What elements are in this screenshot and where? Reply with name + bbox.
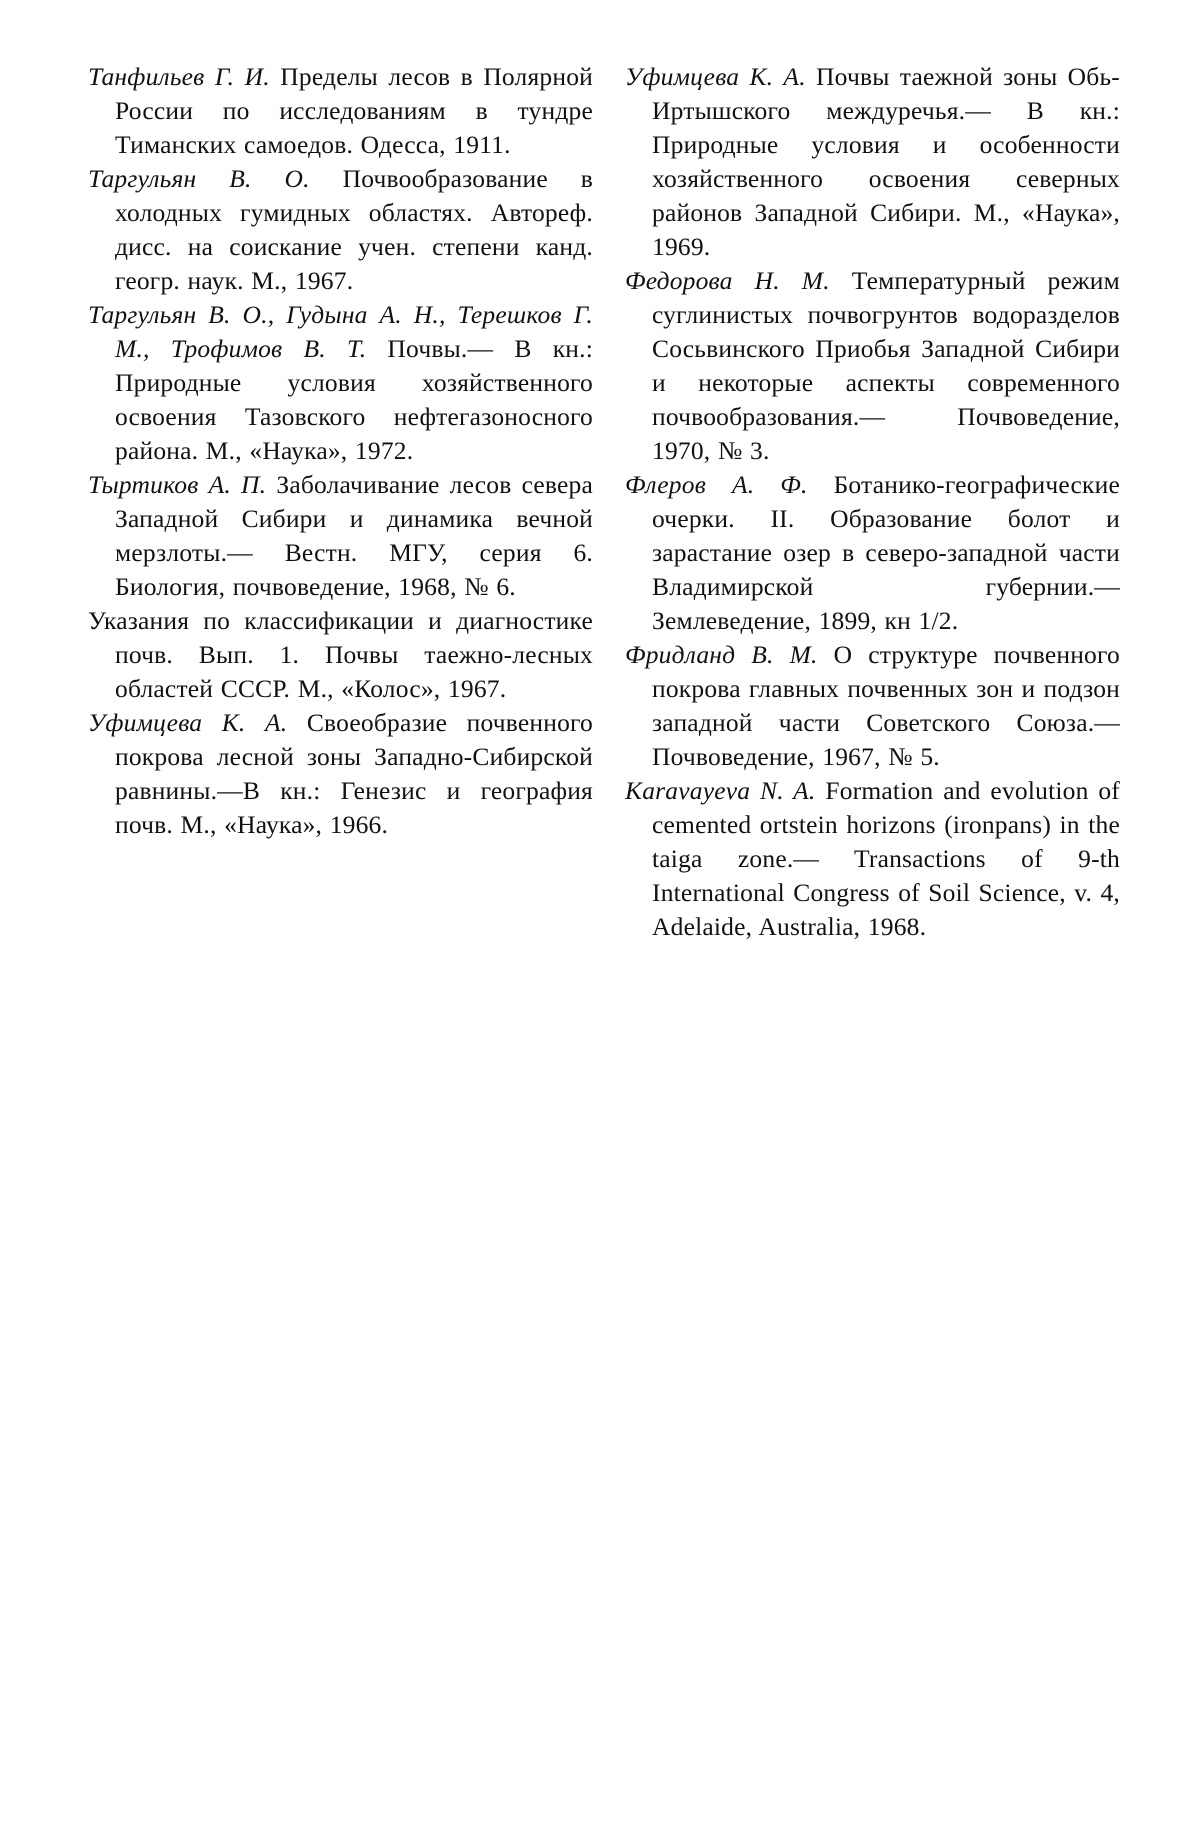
reference-text: Указания по классификации и диагностике почв. Вып. 1. Почвы таежно-лесных областей СССР. М., «Колос», 1967.	[88, 606, 593, 703]
reference-text: Температурный режим суглинистых почвогрунтов водоразделов Сосьвинского Приобья Западной Сибири и некоторые аспекты современного почвообразования.— Почвоведение, 1970, № 3.	[652, 266, 1120, 465]
reference-author: Танфильев Г. И.	[88, 62, 270, 91]
page	[0, 0, 1200, 1848]
reference-author: Таргульян В. О., Гудына А. Н., Терешков Г. М., Трофимов В. Т.	[88, 300, 593, 363]
reference-entry	[625, 60, 1120, 264]
reference-text: Пределы лесов в Полярной России по исследованиям в тундре Тиманских самоедов. Одесса, 1911.	[115, 62, 593, 159]
reference-author: Уфимцева К. А.	[88, 708, 287, 737]
reference-entry	[88, 162, 593, 298]
reference-author: Karavayeva N. A.	[625, 776, 816, 805]
reference-text: Formation and evolution of cemented ortstein horizons (ironpans) in the taiga zone.— Transactions of 9-th International Congress of Soil Science, v. 4, Adelaide, Australia, 1968.	[652, 776, 1120, 941]
reference-text: Почвы.— В кн.: Природные условия хозяйственного освоения Тазовского нефтегазоносного района. М., «Наука», 1972.	[115, 334, 593, 465]
reference-entry	[88, 706, 593, 842]
reference-author: Тыртиков А. П.	[88, 470, 266, 499]
reference-entry	[625, 638, 1120, 774]
reference-text: Почвы таежной зоны Обь-Иртышского междуречья.— В кн.: Природные условия и особенности хозяйственного освоения северных районов Западной Сибири. М., «Наука», 1969.	[652, 62, 1120, 261]
reference-entry	[625, 774, 1120, 944]
reference-author: Флеров А. Ф.	[625, 470, 808, 499]
reference-text: Своеобразие почвенного покрова лесной зоны Западно-Сибирской равнины.—В кн.: Генезис и география почв. М., «Наука», 1966.	[115, 708, 593, 839]
right-column	[625, 60, 1120, 944]
reference-author: Фридланд В. М.	[625, 640, 818, 669]
reference-entry	[88, 604, 593, 706]
left-column	[88, 60, 593, 842]
reference-entry	[625, 468, 1120, 638]
reference-text: Почвообразование в холодных гумидных областях. Автореф. дисс. на соискание учен. степени канд. геогр. наук. М., 1967.	[115, 164, 593, 295]
reference-author: Уфимцева К. А.	[625, 62, 806, 91]
reference-entry	[625, 264, 1120, 468]
reference-text: О структуре почвенного покрова главных почвенных зон и подзон западной части Советского Союза.— Почвоведение, 1967, № 5.	[652, 640, 1120, 771]
reference-author: Федорова Н. М.	[625, 266, 830, 295]
reference-entry	[88, 60, 593, 162]
reference-entry	[88, 298, 593, 468]
reference-text: Заболачивание лесов севера Западной Сибири и динамика вечной мерзлоты.— Вестн. МГУ, серия 6. Биология, почвоведение, 1968, № 6.	[115, 470, 593, 601]
reference-entry	[88, 468, 593, 604]
reference-text: Ботанико-географические очерки. II. Образование болот и зарастание озер в северо-западной части Владимирской губернии.— Землеведение, 1899, кн 1/2.	[652, 470, 1120, 635]
reference-author: Таргульян В. О.	[88, 164, 310, 193]
